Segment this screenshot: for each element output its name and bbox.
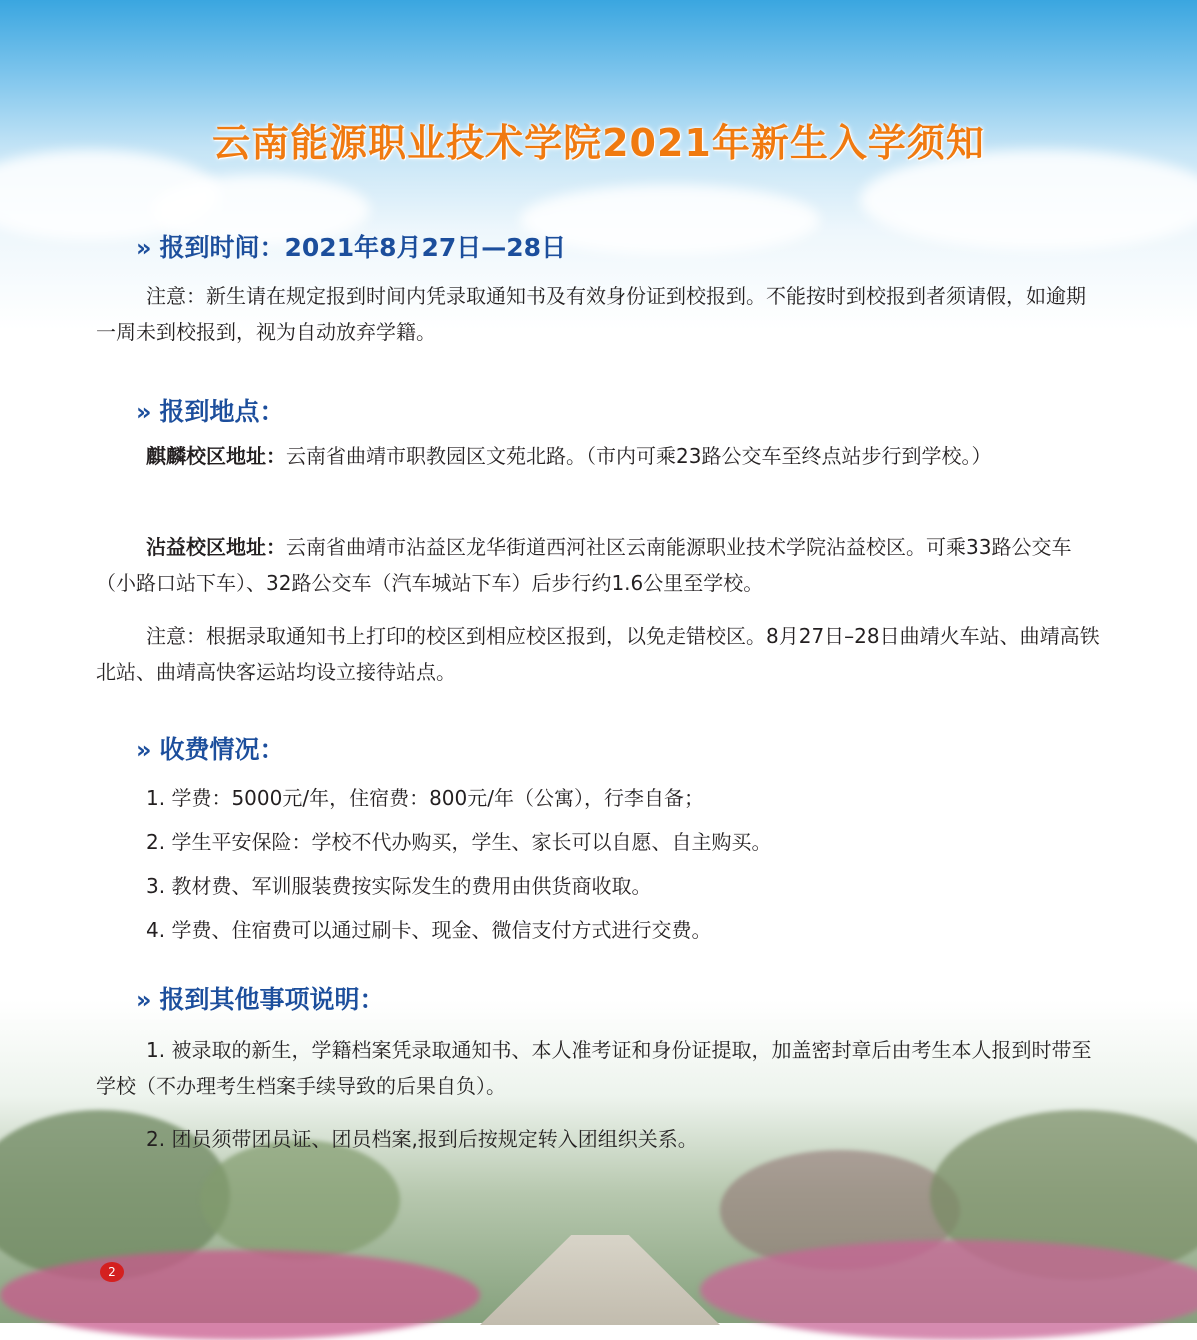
heading-text: 报到地点： — [159, 397, 285, 426]
time-note: 注意：新生请在规定报到时间内凭录取通知书及有效身份证到校报到。不能按时到校报到者须请假，如逾期一周未到校报到，视为自动放弃学籍。 — [96, 284, 1086, 344]
other-item: 2. 团员须带团员证、团员档案,报到后按规定转入团组织关系。 — [146, 1127, 698, 1151]
heading-text: 收费情况： — [159, 735, 285, 764]
heading-text: 报到其他事项说明： — [159, 985, 385, 1014]
page-number-badge: 2 — [100, 1262, 124, 1282]
chevron-icon: » — [136, 398, 148, 426]
fee-item: 2. 学生平安保险：学校不代办购买，学生、家长可以自愿、自主购买。 — [146, 830, 772, 854]
heading-text: 报到时间：2021年8月27日—28日 — [159, 233, 567, 262]
chevron-icon: » — [136, 234, 148, 262]
flower-bed — [700, 1240, 1197, 1340]
chevron-icon: » — [136, 736, 148, 764]
fee-item: 4. 学费、住宿费可以通过刷卡、现金、微信支付方式进行交费。 — [146, 918, 712, 942]
page-title: 云南能源职业技术学院2021年新生入学须知 — [212, 121, 985, 165]
qilin-label: 麒麟校区地址： — [146, 444, 286, 468]
other-item: 1. 被录取的新生，学籍档案凭录取通知书、本人准考证和身份证提取，加盖密封章后由考生本人报到时带至学校（不办理考生档案手续导致的后果自负）。 — [96, 1038, 1092, 1098]
flower-bed — [0, 1250, 480, 1340]
section-heading-other — [136, 980, 385, 1016]
tree — [200, 1140, 400, 1260]
qilin-campus-address: 麒麟校区地址：云南省曲靖市职教园区文苑北路。（市内可乘23路公交车至终点站步行到学校。） — [146, 444, 992, 468]
zhanyi-label: 沾益校区地址： — [146, 535, 286, 559]
fee-item: 1. 学费：5000元/年，住宿费：800元/年（公寓），行李自备； — [146, 786, 704, 810]
chevron-icon: » — [136, 986, 148, 1014]
zhanyi-campus-address: 沾益校区地址：云南省曲靖市沾益区龙华街道西河社区云南能源职业技术学院沾益校区。可乘33路公交车（小路口站下车）、32路公交车（汽车城站下车）后步行约1.6公里至学校。 — [96, 535, 1072, 595]
section-heading-fees — [136, 730, 285, 766]
section-heading-location — [136, 392, 285, 428]
section-heading-time — [136, 228, 566, 264]
fee-item: 3. 教材费、军训服装费按实际发生的费用由供货商收取。 — [146, 874, 652, 898]
location-note: 注意：根据录取通知书上打印的校区到相应校区报到，以免走错校区。8月27日–28日曲靖火车站、曲靖高铁北站、曲靖高快客运站均设立接待站点。 — [96, 624, 1100, 684]
